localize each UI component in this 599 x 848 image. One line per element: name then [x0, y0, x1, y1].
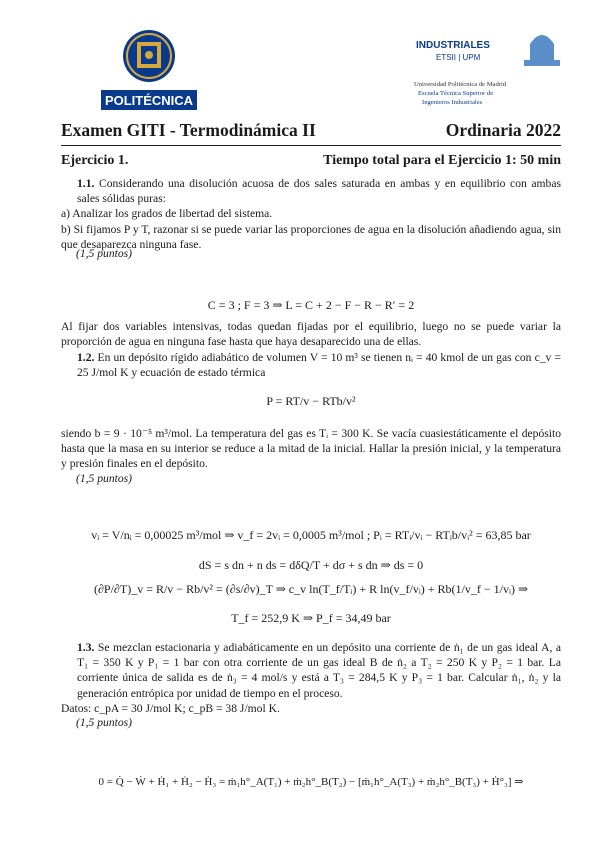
industriales-sub: ETSII | UPM: [436, 53, 481, 62]
problem-1-1-points: (1,5 puntos): [76, 247, 133, 260]
exam-title: Examen GITI - Termodinámica II: [61, 120, 316, 140]
equation-energy-balance: 0 = Q̇ − Ẇ + Ḣ₁ + Ḣ₂ − Ḣ₃ = ṁ₁h°_A(T₁) + ṁ₂h°_B(T₂) − [ṁ₁h°_A(T₃) + ṁ₂h°_B(T₃) + Ḣ°₃] ⇒: [98, 776, 524, 788]
exercise-label: Ejercicio 1.: [61, 153, 129, 168]
upm-logo: [99, 26, 199, 112]
divider: [61, 145, 561, 146]
problem-1-2-number: 1.2.: [77, 351, 95, 364]
problem-1-2: [61, 350, 561, 380]
industriales-logo: [410, 22, 580, 112]
industriales-brand: INDUSTRIALES: [416, 40, 490, 51]
industriales-line-3: Ingenieros Industriales: [422, 99, 483, 106]
problem-1-1-part-b: b) Si fijamos P y T, razonar si se puede variar las proporciones de agua en la disolución añadiendo agua, sin que desaparezca ninguna fase.: [61, 222, 561, 251]
equation-final-state: T_f = 252,9 K ⇒ P_f = 34,49 bar: [231, 611, 391, 625]
problem-1-3-statement: Se mezclan estacionaria y adiabáticamente en un depósito una corriente de ṅ₁ de un gas ideal A, a T₁ = 350 K y P₁ = 1 bar con otra corriente de un gas ideal B de ṅ₂ a T₂ = 250 K y P₂ = 1 bar. La corriente única de salida es de ṅ₃ = 4 mol/s y está a T₃ = 284,5 K y P₃ = 1 bar. Calcular ṅ₁, ṅ₂ y la generación entrópica por unidad de tiempo en el proceso.: [77, 641, 562, 700]
problem-1-1: [61, 176, 561, 252]
problem-1-3: [61, 640, 561, 716]
upm-logo-text: POLITÉCNICA: [104, 93, 194, 108]
problem-1-2-points: (1,5 puntos): [76, 472, 133, 485]
exercise-heading: [61, 153, 561, 169]
equation-phase-rule: C = 3 ; F = 3 ⇒ L = C + 2 − F − R − R′ = 2: [207, 298, 415, 312]
problem-1-1-statement: Considerando una disolución acuosa de dos sales saturada en ambas y en equilibrio con ambas sales sólidas puras:: [77, 177, 561, 206]
industriales-line-1: Universidad Politécnica de Madrid: [414, 81, 507, 88]
equation-state: P = RT/v − RTb/v²: [266, 394, 356, 408]
equation-initial-state: vᵢ = V/nᵢ = 0,00025 m³/mol ⇒ v_f = 2vᵢ = 0,0005 m³/mol ; Pᵢ = RTᵢ/vᵢ − RTᵢb/vᵢ² = 63,85 bar: [91, 528, 531, 542]
problem-1-1-answer: Al fijar dos variables intensivas, todas quedan fijadas por el equilibrio, luego no se puede variar la proporción de agua en ninguna fase hasta que haya desaparecido una de ellas.: [61, 320, 561, 349]
problem-1-2-statement: En un depósito rígido adiabático de volumen V = 10 m³ se tienen nᵢ = 40 kmol de un gas con c_v = 25 J/mol K y ecuación de estado térmica: [77, 351, 561, 380]
exercise-time: Tiempo total para el Ejercicio 1: 50 min: [323, 153, 561, 168]
problem-1-1-part-a: a) Analizar los grados de libertad del sistema.: [61, 207, 273, 221]
problem-1-2-statement-2: siendo b = 9 · 10⁻⁵ m³/mol. La temperatura del gas es Tᵢ = 300 K. Se vacía cuasiestáticamente el depósito hasta que la masa en su interior se reduce a la mitad de la inicial. Hallar la presión inicial, y la temperatura y presión finales en el depósito.: [61, 427, 561, 471]
exam-session: Ordinaria 2022: [445, 120, 561, 140]
problem-1-3-points: (1,5 puntos): [76, 716, 133, 729]
equation-entropy: dS = s dn + n ds = dδQ/T + dσ + s dn ⇒ ds = 0: [198, 558, 424, 572]
problem-1-3-number: 1.3.: [77, 641, 95, 654]
industriales-line-2: Escuela Técnica Superior de: [418, 90, 494, 97]
problem-1-1-number: 1.1.: [77, 177, 95, 190]
problem-1-3-data: Datos: c_pA = 30 J/mol K; c_pB = 38 J/mol K.: [61, 701, 280, 715]
exam-header: [61, 120, 561, 141]
equation-maxwell: (∂P/∂T)_v = R/v − Rb/v² = (∂s/∂v)_T ⇒ c_v ln(T_f/Tᵢ) + R ln(v_f/vᵢ) + Rb(1/v_f − 1/vᵢ) ⇒: [94, 582, 528, 596]
